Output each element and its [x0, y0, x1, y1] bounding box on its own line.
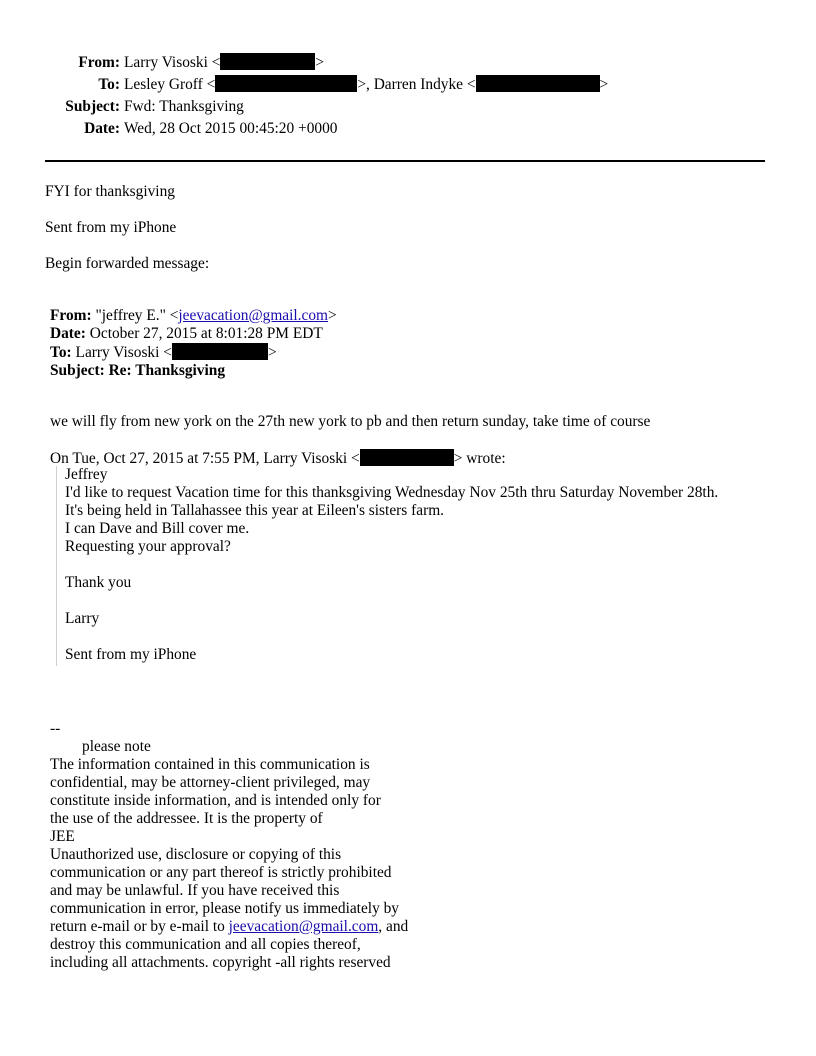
fwd-to-label: To:: [50, 344, 72, 361]
footer-line-12: including all attachments. copyright -all rights reserved: [50, 954, 391, 971]
quoted-line-6: Thank you: [65, 574, 132, 591]
date-label: Date:: [84, 120, 120, 137]
footer-email-link[interactable]: jeevacation@gmail.com: [228, 918, 379, 935]
from-label: From:: [78, 54, 120, 71]
header-divider: [45, 160, 765, 162]
footer-line-4: the use of the addressee. It is the property of: [50, 810, 323, 827]
footer-line-10: [50, 918, 408, 936]
header-subject-row: [0, 97, 244, 117]
quoted-line-3: It's being held in Tallahassee this year at Eileen's sisters farm.: [65, 502, 445, 519]
footer-dashes: --: [50, 720, 61, 737]
disclaimer-footer: [50, 720, 408, 972]
footer-line-6: Unauthorized use, disclosure or copying of this: [50, 846, 342, 863]
footer-line-9: communication in error, please notify us immediately by: [50, 900, 400, 917]
fwd-date-text: October 27, 2015 at 8:01:28 PM EDT: [89, 325, 323, 342]
on-suffix: > wrote:: [453, 450, 506, 467]
subject-label: Subject:: [65, 98, 120, 115]
footer-line-11: destroy this communication and all copies thereof,: [50, 936, 361, 953]
footer-line-3: constitute inside information, and is intended only for: [50, 792, 381, 809]
to-label: To:: [98, 76, 120, 93]
footer-line-10-a: return e-mail or by e-mail to: [50, 918, 225, 935]
footer-line-10-b: , and: [378, 918, 409, 935]
fwd-from-name: "jeffrey E." <: [95, 307, 179, 324]
quoted-line-1: Jeffrey: [65, 466, 108, 483]
forwarded-header: [50, 307, 337, 380]
redacted-quote-email: [360, 449, 454, 466]
to-name-1: Lesley Groff: [124, 76, 203, 93]
body-begin-forwarded: Begin forwarded message:: [45, 255, 210, 272]
fwd-subject-row: [50, 362, 337, 380]
fwd-date-label: Date:: [50, 325, 86, 342]
footer-note: please note: [82, 738, 151, 755]
subject-text: Fwd: Thanksgiving: [124, 98, 244, 115]
quoted-line-8: Sent from my iPhone: [65, 646, 197, 663]
footer-line-7: communication or any part thereof is strictly prohibited: [50, 864, 392, 881]
to-separator: >, Darren Indyke: [357, 76, 463, 93]
fwd-from-row: From: "jeffrey E." <jeevacation@gmail.com>: [50, 307, 337, 324]
fwd-message: we will fly from new york on the 27th new york to pb and then return sunday, take time of course: [50, 413, 651, 430]
quoted-line-5: Requesting your approval?: [65, 538, 231, 555]
footer-line-8: and may be unlawful. If you have received this: [50, 882, 340, 899]
header-to-row: To: Lesley Groff < >, Darren Indyke < >: [0, 75, 608, 95]
redacted-to-email-2: [476, 75, 600, 92]
from-name: Larry Visoski: [124, 54, 208, 71]
fwd-to-row: To: Larry Visoski < >: [50, 344, 277, 361]
fwd-date-row: [50, 325, 337, 343]
footer-line-5: JEE: [50, 828, 75, 845]
footer-line-2: confidential, may be attorney-client privileged, may: [50, 774, 371, 791]
quoted-line-2: I'd like to request Vacation time for this thanksgiving Wednesday Nov 25th thru Saturday November 28th.: [65, 484, 719, 501]
body-sent-from: Sent from my iPhone: [45, 219, 177, 236]
header-from-row: From: Larry Visoski < >: [0, 53, 324, 73]
body-fyi: FYI for thanksgiving: [45, 183, 175, 200]
fwd-to-name: Larry Visoski <: [75, 344, 172, 361]
fwd-subject-label: Subject: Re: Thanksgiving: [50, 362, 226, 379]
on-prefix: On Tue, Oct 27, 2015 at 7:55 PM, Larry Visoski <: [50, 450, 360, 467]
quoted-line-7: Larry: [65, 610, 100, 627]
fwd-from-email-link[interactable]: jeevacation@gmail.com: [178, 307, 329, 324]
fwd-from-label: From:: [50, 307, 92, 324]
header-date-row: [0, 119, 337, 139]
redacted-fwd-to-email: [172, 343, 268, 360]
footer-line-1: The information contained in this communication is: [50, 756, 370, 773]
redacted-to-email-1: [215, 75, 357, 92]
date-text: Wed, 28 Oct 2015 00:45:20 +0000: [124, 120, 338, 137]
redacted-from-email: [220, 53, 315, 70]
quoted-message: [56, 466, 718, 666]
quoted-line-4: I can Dave and Bill cover me.: [65, 520, 250, 537]
